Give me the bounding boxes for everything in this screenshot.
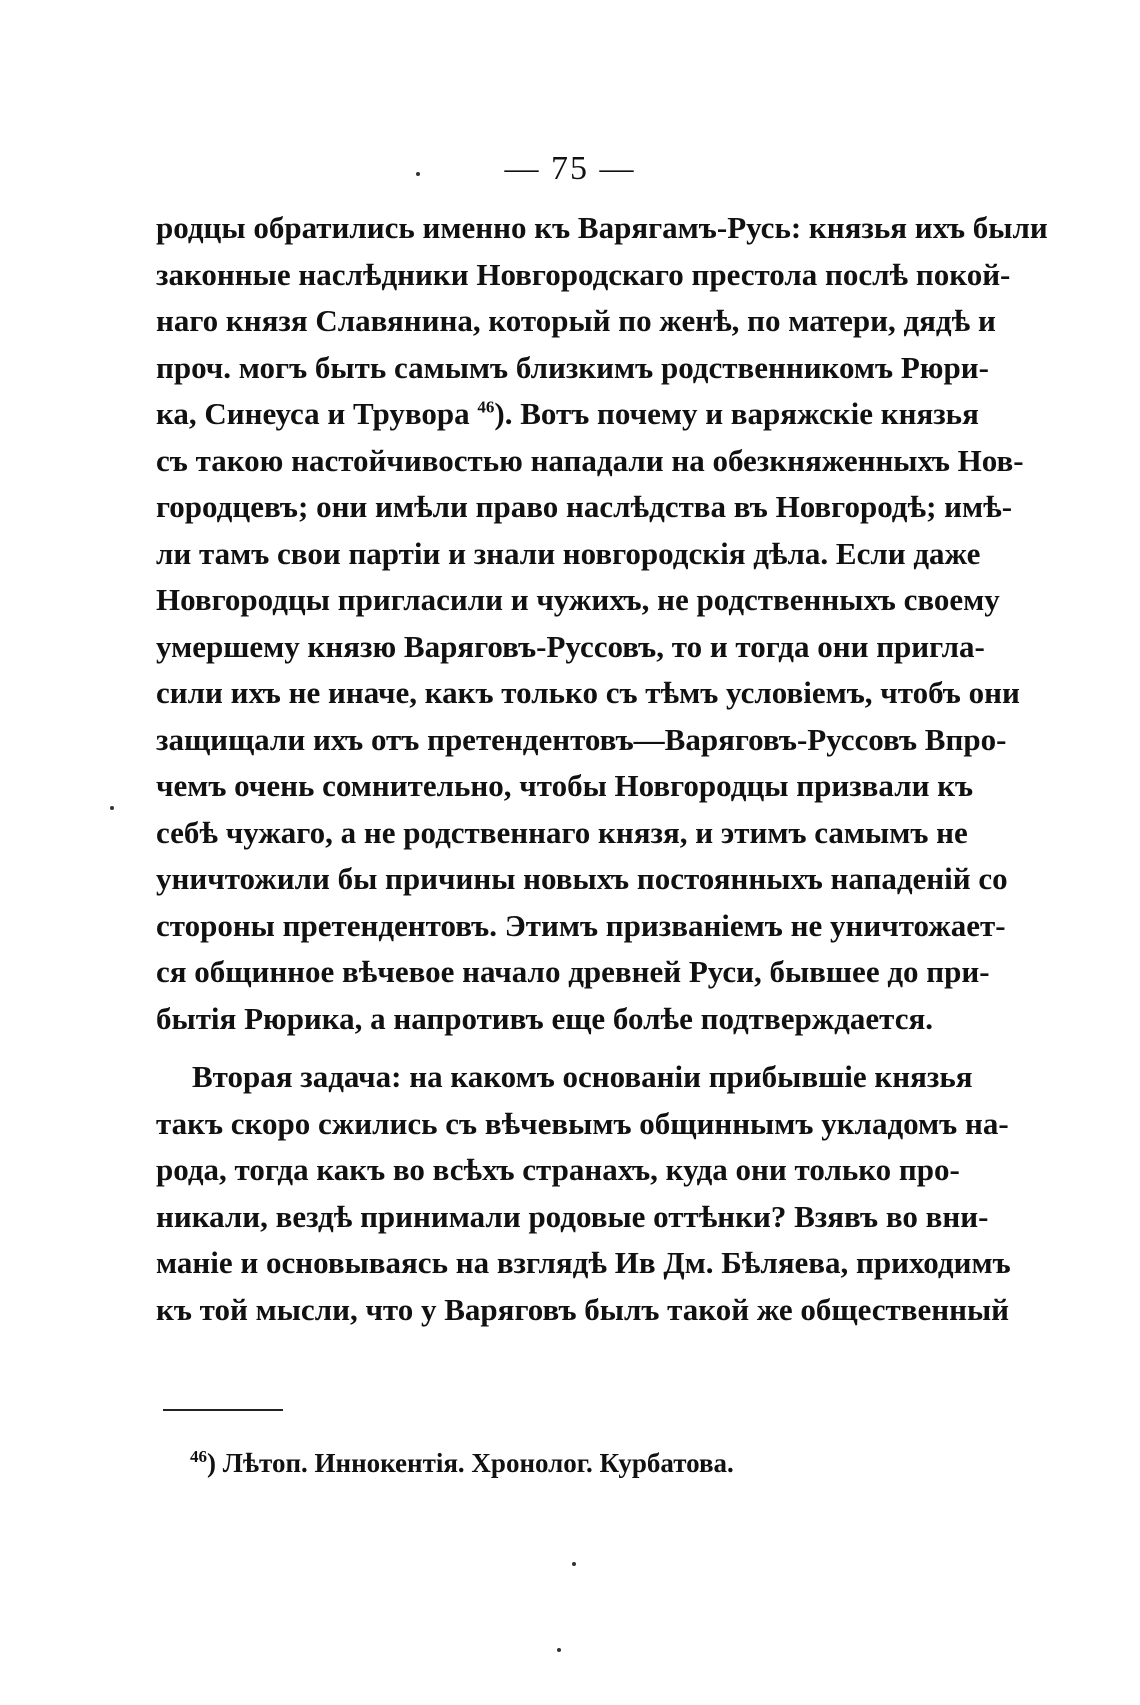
ink-speck [572, 1562, 576, 1566]
text-line [156, 391, 979, 438]
body-text [156, 205, 1048, 1333]
footnote-reference: 46 [477, 397, 495, 417]
text-line: стороны претендентовъ. Этимъ призваніемъ не уничтожает- [156, 907, 1006, 943]
ink-speck [557, 1648, 561, 1652]
paragraph-gap [156, 1042, 931, 1054]
text-line: никали, вездѣ принимали родовые оттѣнки? Взявъ во вни- [156, 1198, 989, 1234]
text-line: родцы обратились именно къ Варягамъ-Русь: князья ихъ были [156, 210, 1048, 245]
text-line: городцевъ; они имѣли право наслѣдства въ Новгородѣ; имѣ- [156, 489, 1013, 524]
footnote-divider [163, 1409, 283, 1411]
text-line: къ той мысли, что у Варяговъ былъ такой же общественный [156, 1291, 1010, 1327]
text-line: рода, тогда какъ во всѣхъ странахъ, куда они только про- [156, 1152, 960, 1187]
text-line: умершему князю Варяговъ-Руссовъ, то и тогда они пригла- [156, 628, 985, 664]
text-line: проч. могъ быть самымъ близкимъ родственникомъ Рюри- [156, 349, 989, 385]
text-line: ся общинное вѣчевое начало древней Руси, бывшее до при- [156, 954, 990, 989]
footnote-text: ) Лѣтоп. Иннокентія. Хронолог. Курбатова. [207, 1448, 734, 1478]
text-line: Вторая задача: на какомъ основаніи прибывшіе князья [192, 1059, 973, 1094]
text-segment: ). Вотъ почему и варяжскіе князья [494, 396, 979, 431]
text-line: уничтожили бы причины новыхъ постоянныхъ нападеній со [156, 861, 1008, 896]
text-line: такъ скоро сжились съ вѣчевымъ общиннымъ укладомъ на- [156, 1105, 1009, 1141]
text-line: защищали ихъ отъ претендентовъ—Варяговъ-Руссовъ Впро- [156, 721, 1007, 757]
text-line: ли тамъ свои партіи и знали новгородскія дѣла. Если даже [156, 535, 981, 571]
text-line: сили ихъ не иначе, какъ только съ тѣмъ условіемъ, чтобъ они [156, 675, 1020, 710]
page-number: — 75 — [504, 150, 636, 187]
text-line: Новгородцы пригласили и чужихъ, не родственныхъ своему [156, 582, 1000, 617]
text-line: наго князя Славянина, который по женѣ, по матери, дядѣ и [156, 303, 996, 338]
text-line: бытія Рюрика, а напротивъ еще болѣе подтверждается. [156, 1000, 934, 1036]
text-line: себѣ чужаго, а не родственнаго князя, и этимъ самымъ не [156, 814, 968, 850]
text-line: чемъ очень сомнительно, чтобы Новгородцы призвали къ [156, 768, 974, 803]
text-line: съ такою настойчивостью нападали на обезкняженныхъ Нов- [156, 442, 1024, 478]
footnote [190, 1448, 734, 1479]
ink-speck [110, 806, 114, 810]
text-line: законные наслѣдники Новгородскаго престола послѣ покой- [156, 256, 1011, 292]
footnote-marker: 46 [190, 1447, 207, 1466]
text-segment: ка, Синеуса и Трувора [156, 396, 470, 431]
ink-speck [416, 172, 420, 176]
text-line: маніе и основываясь на взглядѣ Ив Дм. Бѣляева, приходимъ [156, 1245, 1011, 1280]
